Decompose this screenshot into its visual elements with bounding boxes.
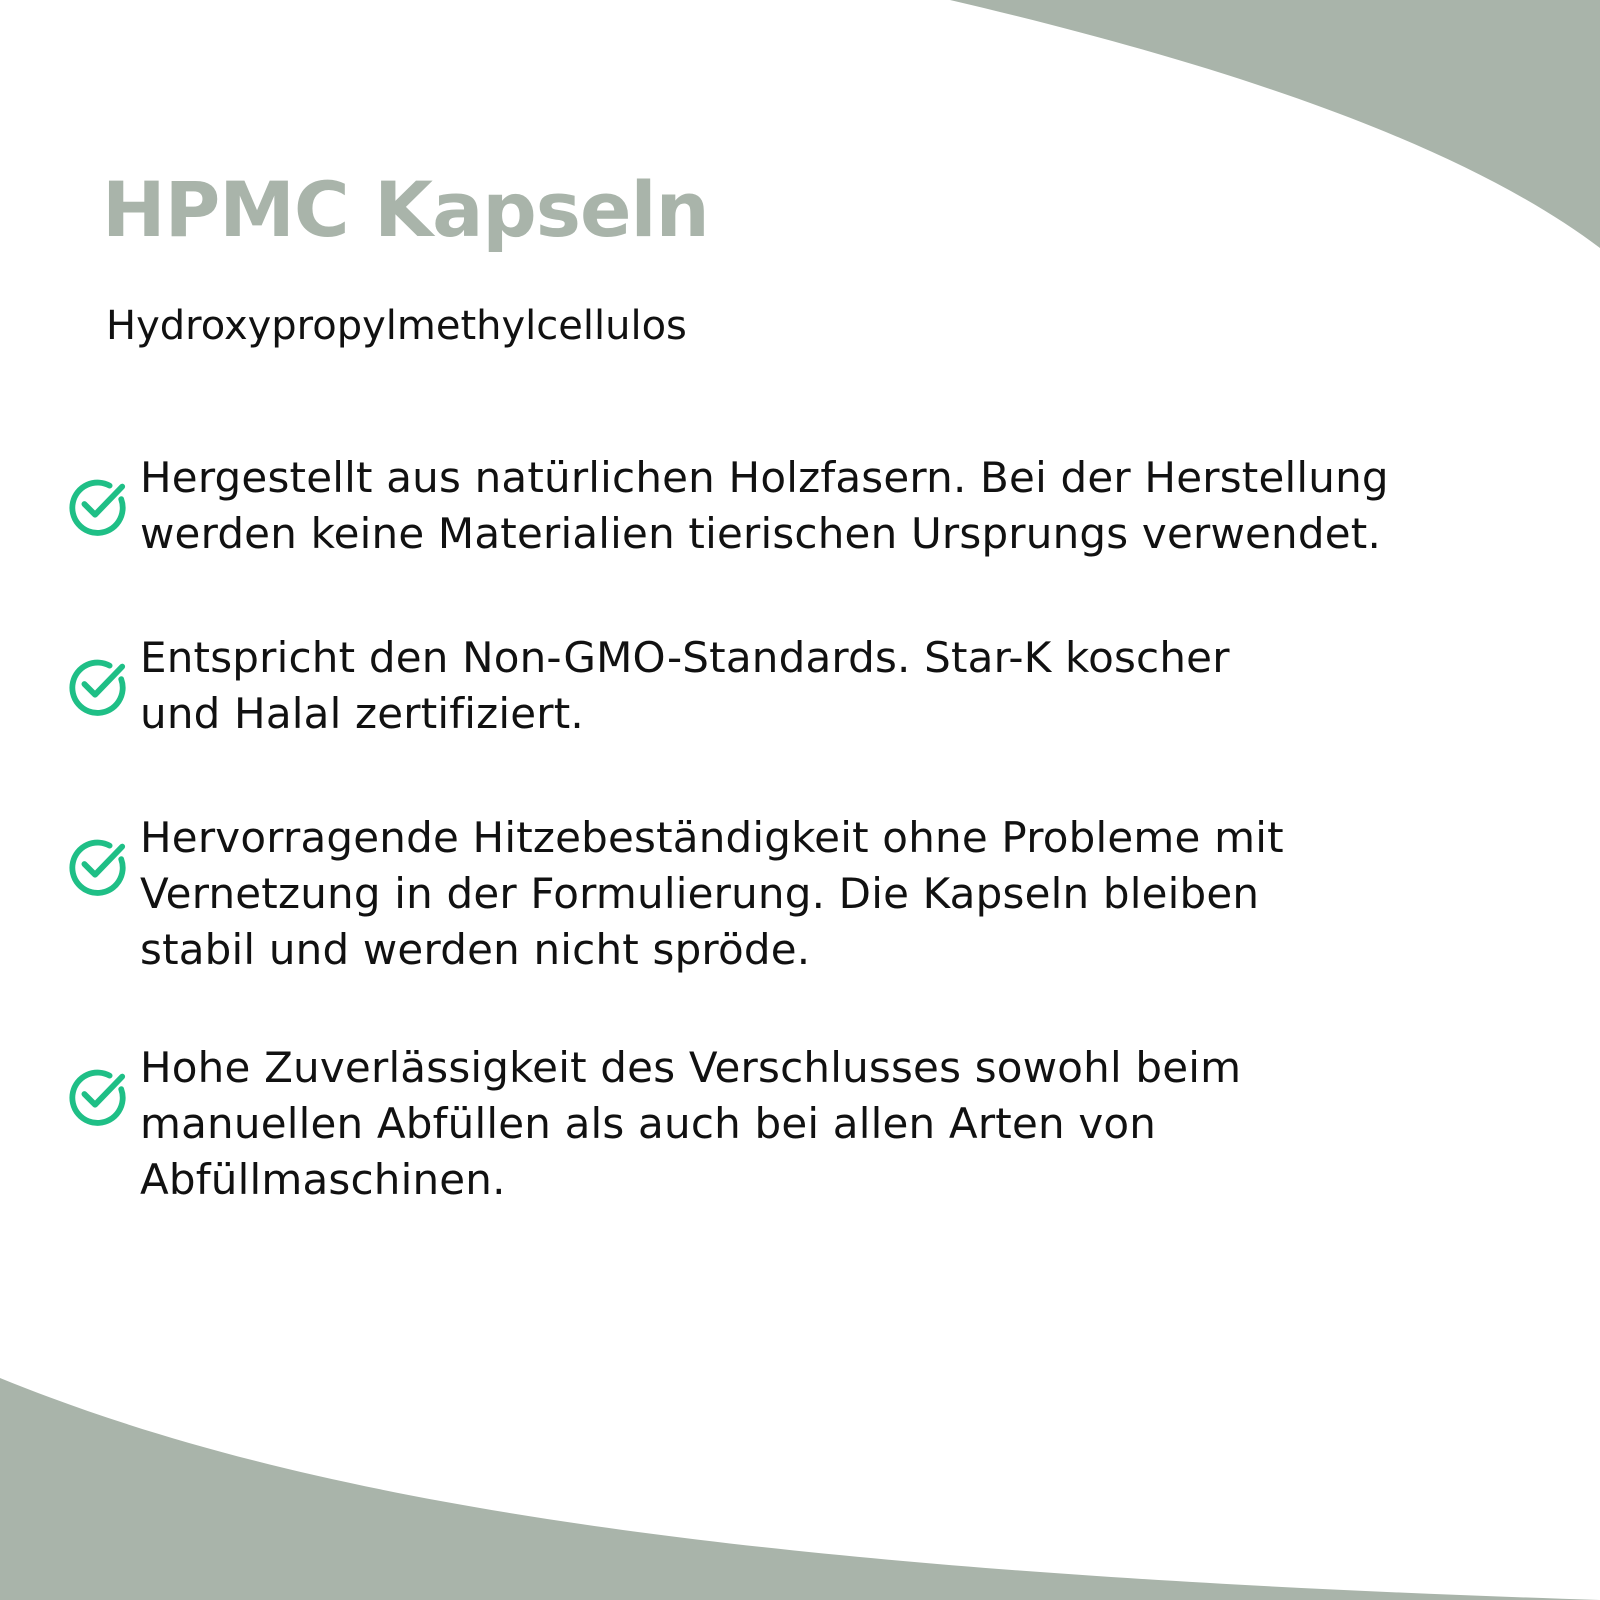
feature-text: Hervorragende Hitzebeständigkeit ohne Probleme mit Vernetzung in der Formulierung. Die Kapseln bleiben stabil und werden nicht spröde. bbox=[140, 813, 1284, 974]
feature-text: Hergestellt aus natürlichen Holzfasern. Bei der Herstellung werden keine Materialien tierischen Ursprungs verwendet. bbox=[140, 453, 1389, 558]
page-title: HPMC Kapseln bbox=[102, 165, 709, 254]
feature-item bbox=[66, 810, 1284, 978]
check-circle-icon bbox=[66, 474, 128, 536]
top-right-wave-shape bbox=[950, 0, 1600, 248]
page-subtitle: Hydroxypropylmethylcellulos bbox=[106, 303, 687, 349]
feature-item bbox=[66, 630, 1230, 742]
check-circle-icon bbox=[66, 1064, 128, 1126]
feature-text: Entspricht den Non-GMO-Standards. Star-K koscher und Halal zertifiziert. bbox=[140, 633, 1230, 738]
feature-item bbox=[66, 1040, 1241, 1208]
check-circle-icon bbox=[66, 654, 128, 716]
check-circle-icon bbox=[66, 834, 128, 896]
bottom-left-wave-shape bbox=[0, 1378, 1600, 1600]
feature-item bbox=[66, 450, 1389, 562]
feature-text: Hohe Zuverlässigkeit des Verschlusses sowohl beim manuellen Abfüllen als auch bei allen Arten von Abfüllmaschinen. bbox=[140, 1043, 1242, 1204]
